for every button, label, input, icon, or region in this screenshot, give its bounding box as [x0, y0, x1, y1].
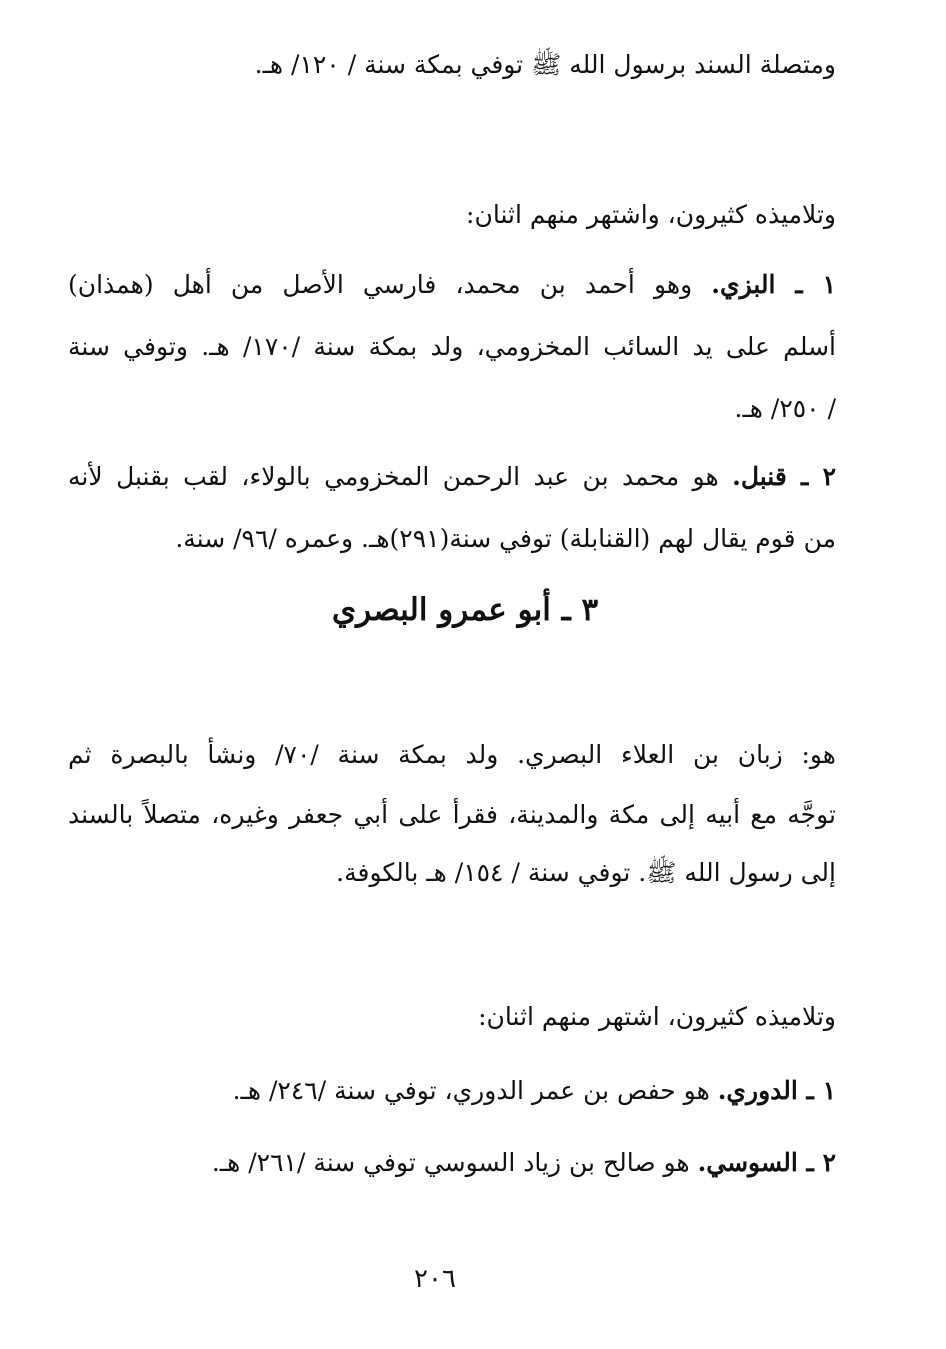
student-3-name: ١ ـ الدوري.: [717, 1076, 836, 1105]
student-3-line: [233, 1074, 836, 1108]
page-number-text: ٢٠٦: [414, 1264, 456, 1294]
student-4-text: هو صالح بن زياد السوسي توفي سنة /٢٦١/ هـ.: [211, 1148, 698, 1177]
student-4-line: [212, 1146, 836, 1180]
section-heading: [0, 590, 946, 630]
student-4-name: ٢ ـ السوسي.: [697, 1148, 836, 1177]
student-1-line-1: [68, 268, 836, 302]
student-1-name: ١ ـ البزي.: [711, 270, 836, 299]
section-intro-students-2: وتلاميذه كثيرون، اشتهر منهم اثنان:: [478, 1002, 836, 1031]
bio-line-2: توجَّه مع أبيه إلى مكة والمدينة، فقرأ على أبي جعفر وغيره، متصلاً بالسند: [68, 800, 836, 829]
student-2-name: ٢ ـ قنبل.: [732, 462, 836, 491]
continuation-line: ومتصلة السند برسول الله ﷺ توفي بمكة سنة / ١٢٠/ هـ.: [254, 50, 836, 79]
student-1-text: وهو أحمد بن محمد، فارسي الأصل من أهل (همذان): [68, 270, 712, 299]
bio-line-1: هو: زبان بن العلاء البصري. ولد بمكة سنة /٧٠/ ونشأ بالبصرة ثم: [68, 740, 836, 769]
bio-line-3: إلى رسول الله ﷺ. توفي سنة / ١٥٤/ هـ بالكوفة.: [336, 858, 836, 887]
section-intro-students: وتلاميذه كثيرون، واشتهر منهم اثنان:: [466, 200, 836, 229]
student-1-line-2: أسلم على يد السائب المخزومي، ولد بمكة سنة /١٧٠/ هـ. وتوفي سنة: [68, 332, 836, 361]
student-2-line-1: [68, 460, 836, 494]
student-2-line-2: من قوم يقال لهم (القنابلة) توفي سنة(٢٩١)هـ. وعمره /٩٦/ سنة.: [175, 524, 836, 553]
page-number: [0, 1262, 946, 1296]
student-1-line-3: / ٢٥٠/ هـ.: [734, 394, 836, 423]
student-3-text: هو حفص بن عمر الدوري، توفي سنة /٢٤٦/ هـ.: [232, 1076, 718, 1105]
student-2-text: هو محمد بن عبد الرحمن المخزومي بالولاء، لقب بقنبل لأنه: [68, 462, 733, 491]
section-heading-text: ٣ ـ أبو عمرو البصري: [331, 592, 599, 628]
